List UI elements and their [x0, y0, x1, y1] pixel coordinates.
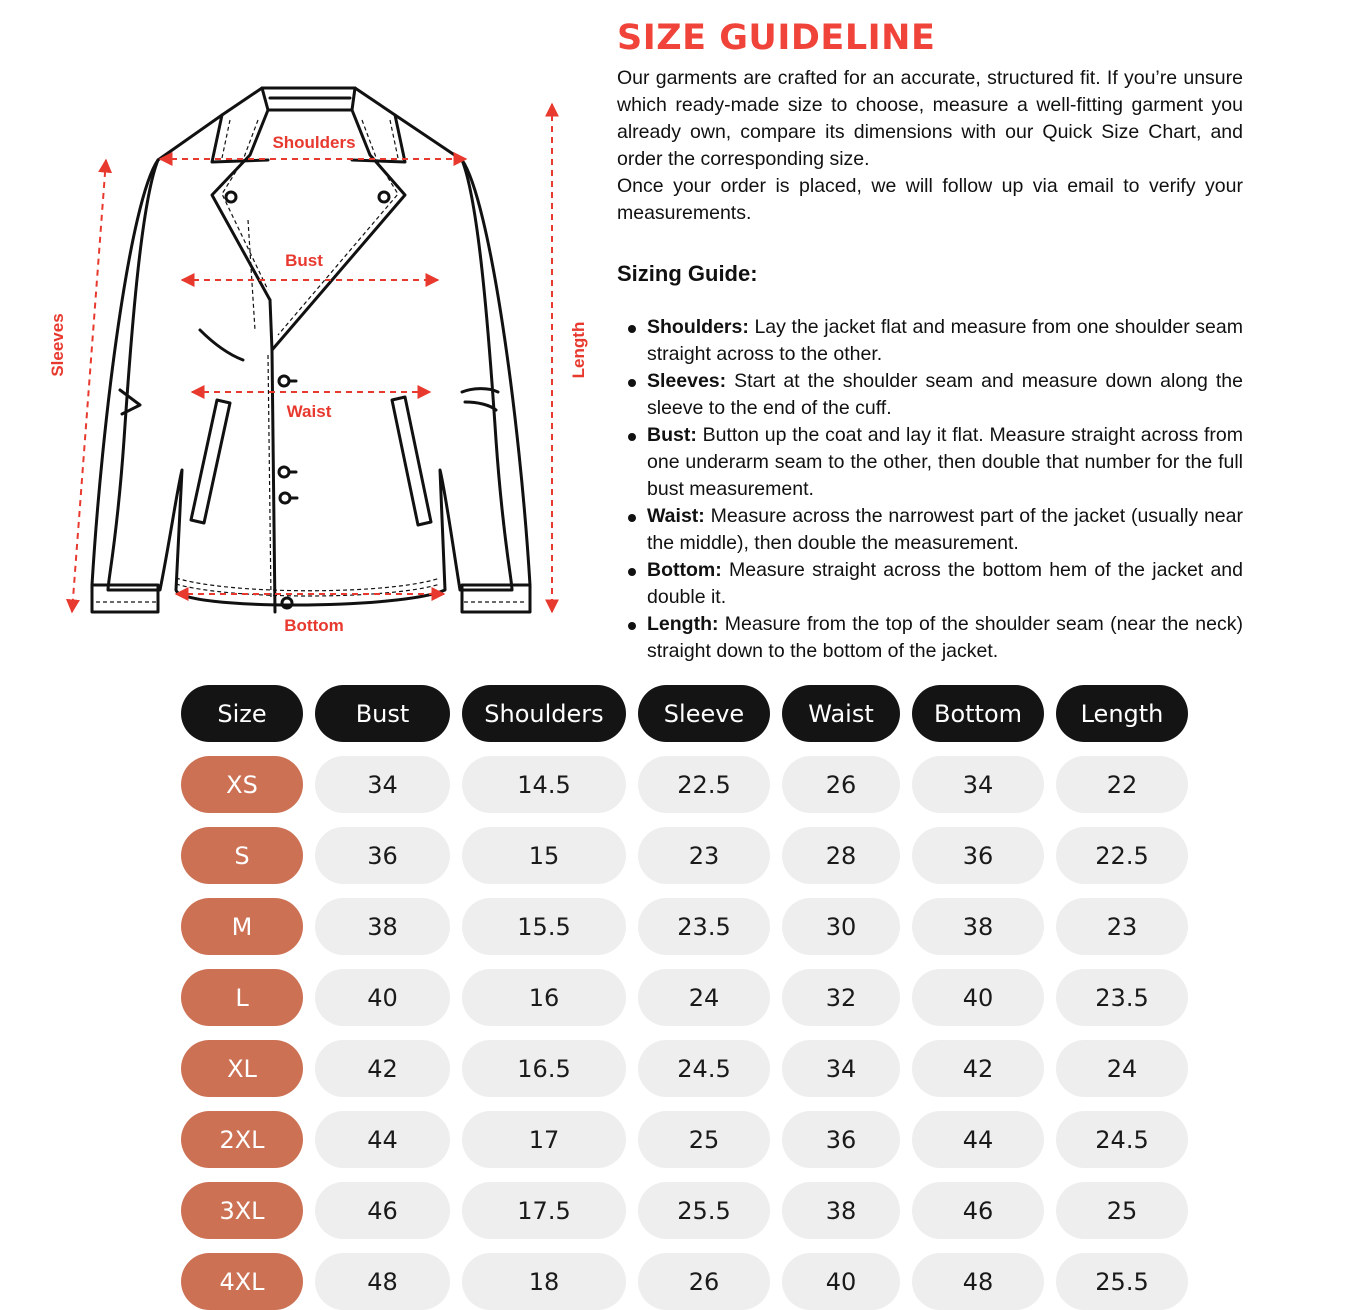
header-size: Size	[181, 685, 303, 742]
guide-term: Bust:	[647, 424, 697, 446]
cell-bottom: 40	[912, 969, 1044, 1026]
cell-bust: 46	[315, 1182, 450, 1239]
cell-shoulders: 17.5	[462, 1182, 626, 1239]
cell-waist: 38	[782, 1182, 900, 1239]
guide-term: Shoulders:	[647, 316, 749, 338]
cell-length: 22	[1056, 756, 1188, 813]
size-badge: L	[181, 969, 303, 1026]
cell-length: 23.5	[1056, 969, 1188, 1026]
table-row	[181, 1040, 1191, 1097]
size-badge: XS	[181, 756, 303, 813]
guide-text: Lay the jacket flat and measure from one shoulder seam straight across to the other.	[647, 316, 1243, 365]
cell-bottom: 36	[912, 827, 1044, 884]
cell-bottom: 34	[912, 756, 1044, 813]
guide-text: Start at the shoulder seam and measure down along the sleeve to the end of the cuff.	[647, 370, 1243, 419]
cell-bust: 34	[315, 756, 450, 813]
cell-sleeve: 25.5	[638, 1182, 770, 1239]
header-waist: Waist	[782, 685, 900, 742]
cell-bust: 36	[315, 827, 450, 884]
cell-bust: 40	[315, 969, 450, 1026]
guide-term: Length:	[647, 613, 719, 635]
cell-shoulders: 16.5	[462, 1040, 626, 1097]
sleeves-label: Sleeves	[48, 313, 67, 377]
guide-text: Measure from the top of the shoulder seam (near the neck) straight down to the bottom of the jacket.	[647, 613, 1243, 662]
header-shoulders: Shoulders	[462, 685, 626, 742]
cell-bottom: 48	[912, 1253, 1044, 1310]
cell-bust: 42	[315, 1040, 450, 1097]
guide-text: Button up the coat and lay it flat. Measure straight across from one underarm seam to the other, then double that number for the full bust measurement.	[647, 424, 1243, 500]
cell-bust: 44	[315, 1111, 450, 1168]
cell-waist: 26	[782, 756, 900, 813]
table-header-row	[181, 685, 1191, 742]
shoulders-label: Shoulders	[272, 133, 356, 152]
size-badge: 4XL	[181, 1253, 303, 1310]
guide-term: Waist:	[647, 505, 705, 527]
header-sleeve: Sleeve	[638, 685, 770, 742]
cell-waist: 40	[782, 1253, 900, 1310]
cell-sleeve: 26	[638, 1253, 770, 1310]
table-row	[181, 898, 1191, 955]
header-bottom: Bottom	[912, 685, 1044, 742]
guide-item-sleeves	[617, 368, 1243, 422]
cell-bust: 38	[315, 898, 450, 955]
sizing-guide-list	[617, 314, 1243, 665]
cell-waist: 34	[782, 1040, 900, 1097]
cell-length: 24	[1056, 1040, 1188, 1097]
size-badge: S	[181, 827, 303, 884]
cell-shoulders: 14.5	[462, 756, 626, 813]
waist-label: Waist	[286, 402, 332, 421]
cell-sleeve: 25	[638, 1111, 770, 1168]
size-guideline-section	[617, 14, 1243, 665]
sleeves-arrow	[72, 160, 106, 612]
cell-bottom: 42	[912, 1040, 1044, 1097]
table-row	[181, 756, 1191, 813]
table-row	[181, 969, 1191, 1026]
guide-text: Measure straight across the bottom hem of the jacket and double it.	[647, 559, 1243, 608]
jacket-measurement-diagram	[0, 0, 600, 660]
header-bust: Bust	[315, 685, 450, 742]
intro-text	[617, 65, 1243, 227]
cell-waist: 32	[782, 969, 900, 1026]
cell-sleeve: 23.5	[638, 898, 770, 955]
size-badge: M	[181, 898, 303, 955]
size-badge: 2XL	[181, 1111, 303, 1168]
sizing-guide-title: Sizing Guide:	[617, 261, 758, 286]
cell-shoulders: 15.5	[462, 898, 626, 955]
cell-bottom: 38	[912, 898, 1044, 955]
cell-length: 22.5	[1056, 827, 1188, 884]
guide-item-bottom	[617, 557, 1243, 611]
cell-shoulders: 18	[462, 1253, 626, 1310]
table-row	[181, 1111, 1191, 1168]
cell-shoulders: 16	[462, 969, 626, 1026]
cell-waist: 30	[782, 898, 900, 955]
guide-text: Measure across the narrowest part of the jacket (usually near the middle), then double the measurement.	[647, 505, 1243, 554]
bust-label: Bust	[285, 251, 323, 270]
cell-shoulders: 17	[462, 1111, 626, 1168]
size-badge: 3XL	[181, 1182, 303, 1239]
cell-bottom: 44	[912, 1111, 1044, 1168]
guide-term: Bottom:	[647, 559, 722, 581]
size-badge: XL	[181, 1040, 303, 1097]
table-row	[181, 1253, 1191, 1310]
guide-term: Sleeves:	[647, 370, 727, 392]
cell-sleeve: 22.5	[638, 756, 770, 813]
jacket-illustration	[0, 0, 600, 660]
table-row	[181, 827, 1191, 884]
cell-shoulders: 15	[462, 827, 626, 884]
header-length: Length	[1056, 685, 1188, 742]
cell-waist: 28	[782, 827, 900, 884]
cell-length: 25	[1056, 1182, 1188, 1239]
cell-sleeve: 24.5	[638, 1040, 770, 1097]
cell-length: 23	[1056, 898, 1188, 955]
cell-sleeve: 24	[638, 969, 770, 1026]
length-label: Length	[569, 321, 588, 379]
cell-length: 24.5	[1056, 1111, 1188, 1168]
guide-item-shoulders	[617, 314, 1243, 368]
cell-bottom: 46	[912, 1182, 1044, 1239]
guide-item-bust	[617, 422, 1243, 503]
cell-length: 25.5	[1056, 1253, 1188, 1310]
intro-paragraph: Once your order is placed, we will follow up via email to verify your measurements.	[617, 175, 1243, 224]
guide-item-waist	[617, 503, 1243, 557]
cell-sleeve: 23	[638, 827, 770, 884]
intro-paragraph: Our garments are crafted for an accurate, structured fit. If you’re unsure which ready-made size to choose, measure a well-fitting garment you already own, compare its dimensions with our Quick Size Chart, and order the corresponding size.	[617, 67, 1243, 170]
cell-waist: 36	[782, 1111, 900, 1168]
cell-bust: 48	[315, 1253, 450, 1310]
guide-item-length	[617, 611, 1243, 665]
bottom-label: Bottom	[284, 616, 344, 635]
page-title: SIZE GUIDELINE	[617, 18, 936, 58]
table-row	[181, 1182, 1191, 1239]
